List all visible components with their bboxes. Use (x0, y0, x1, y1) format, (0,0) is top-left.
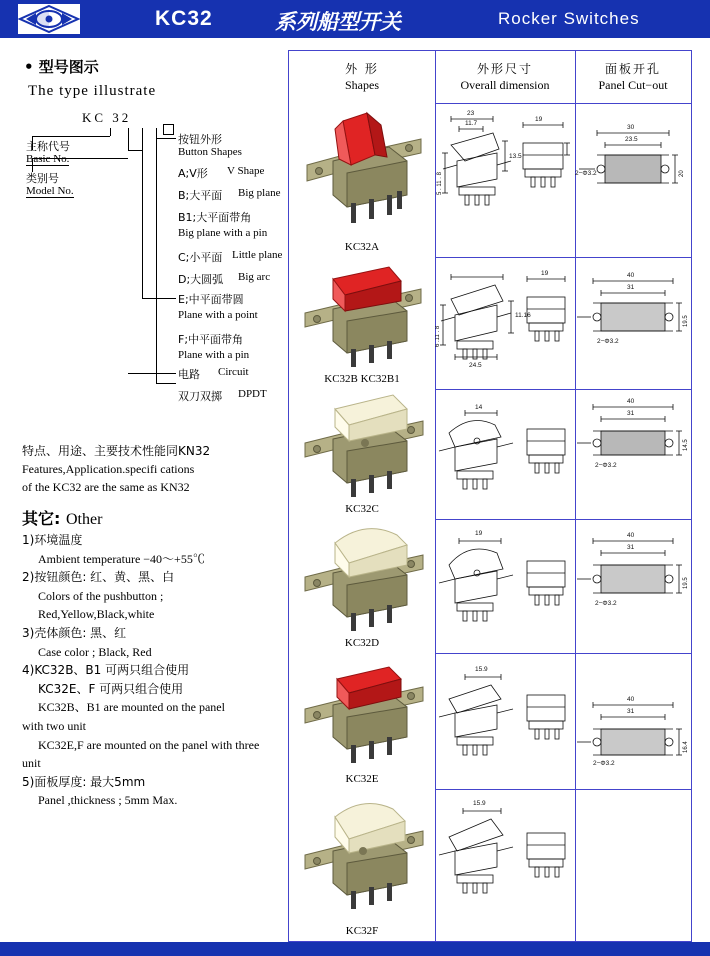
cutout-drawing-kc32f (575, 789, 691, 941)
diagram-branch-label-7-cn: F;中平面带角 (178, 333, 244, 346)
table-row (289, 519, 435, 653)
diagram-tick-3 (128, 150, 142, 151)
diagram-marker-square (163, 124, 174, 135)
item-1-no: 2) (22, 570, 35, 585)
diagram-label-model-cn: 类别号 (26, 172, 59, 185)
cutout-label: 40 (627, 532, 635, 539)
switch-photo-kc32e (289, 653, 435, 769)
type-illustrate-title-cn: • 型号图示 (24, 58, 99, 76)
table-header-cutout (575, 51, 691, 103)
diagram-branch-label-8-en: Circuit (218, 366, 249, 378)
part-name: KC32E (345, 773, 379, 785)
switch-photo-kc32b (289, 257, 435, 369)
diagram-branch-basic (32, 136, 110, 137)
table-header-cutout-en: Panel Cut−out (598, 78, 668, 92)
dimension-drawing-kc32c (435, 389, 575, 519)
dim-label: 11.16 (515, 312, 531, 319)
diagram-stem-3 (142, 128, 143, 298)
header-title-en: Rocker Switches (498, 9, 640, 28)
other-section-title (22, 506, 277, 529)
cutout-label-vertical: 14.5 (683, 439, 689, 451)
table-header-shapes-cn: 外 形 (345, 61, 379, 76)
dimension-drawing-kc32b (435, 257, 575, 389)
diagram-branch-label-2-en: Big plane (238, 187, 281, 199)
dim-label: 19 (535, 116, 543, 123)
item-3-cn2: KC32E、F 可两只组合使用 (38, 681, 184, 696)
other-title-en: Other (65, 511, 103, 528)
diagram-label-basic-en: Basic No. (26, 153, 70, 165)
features-line-cn: 特点、用途、主要技术性能同KN32 (22, 444, 211, 458)
list-item (22, 568, 277, 624)
diagram-tick-5 (156, 383, 176, 384)
table-header-dimension-cn: 外形尺寸 (476, 61, 533, 76)
diagram-stem-1 (110, 128, 111, 136)
cutout-label-vertical: 19.5 (683, 577, 689, 589)
item-2-cn: 壳体颜色: 黑、红 (34, 625, 127, 640)
diagram-code: KC 32 (82, 110, 132, 125)
table-header-shapes-en: Shapes (345, 78, 379, 92)
dim-label: 24.5 (469, 362, 482, 369)
table-header-cutout-cn: 面板开孔 (604, 61, 661, 76)
dim-label-vertical: 5 . 11 . 8 (437, 172, 443, 195)
cutout-label: 23.5 (625, 136, 638, 143)
cutout-label-vertical: 20 (679, 170, 685, 177)
cutout-label-vertical: 16.4 (683, 741, 689, 753)
dim-label: 23 (467, 110, 475, 117)
cutout-label: 40 (627, 398, 635, 405)
cutout-drawing-kc32a (575, 103, 691, 257)
list-item (22, 531, 277, 568)
table-row (289, 389, 435, 519)
item-1-cn: 按钮颜色: 红、黄、黑、白 (34, 570, 175, 585)
item-3-en3: KC32E,F are mounted on the panel with three (38, 737, 260, 752)
table-row (289, 103, 435, 257)
switch-photo-kc32a (289, 103, 435, 237)
diagram-tick-4 (128, 373, 176, 374)
list-item (22, 773, 277, 810)
dim-label: 15.9 (473, 800, 486, 807)
cutout-label: 2−Φ3.2 (595, 600, 617, 607)
dim-label: 14 (475, 404, 483, 411)
cutout-label: 40 (627, 696, 635, 703)
item-1-en: Colors of the pushbutton ; (38, 588, 164, 603)
cutout-label: 2−Φ3.2 (593, 760, 615, 767)
dimension-drawing-kc32a (435, 103, 575, 257)
type-illustrate-title-en: The type illustrate (28, 83, 157, 99)
cutout-label: 31 (627, 410, 635, 417)
cutout-label: 31 (627, 708, 635, 715)
item-4-cn: 面板厚度: 最大5mm (34, 774, 146, 789)
dim-label: 11.7 (465, 120, 478, 127)
diagram-branch-label-3-en: Big plane with a pin (178, 227, 268, 239)
cutout-label-vertical: 19.5 (683, 315, 689, 327)
page-footer-bar (0, 942, 710, 956)
diagram-branch-label-9-cn: 双刀双掷 (178, 390, 222, 403)
item-0-no: 1) (22, 533, 35, 547)
cutout-drawing-kc32d (575, 519, 691, 653)
part-name: KC32F (345, 925, 379, 937)
features-line-en-1: Features,Application.specifi cations (22, 462, 195, 476)
cutout-drawing-kc32b (575, 257, 691, 389)
dimension-drawing-kc32e (435, 653, 575, 789)
item-2-en: Case color ; Black, Red (38, 644, 152, 659)
features-block (22, 442, 277, 496)
left-column (22, 56, 283, 810)
table-row (289, 789, 435, 941)
cutout-label: 31 (627, 284, 635, 291)
model-code-diagram (22, 110, 283, 440)
dim-label-vertical: 6 .11 . 8 (435, 325, 441, 347)
table-header-dimension-en: Overall dimension (460, 78, 550, 92)
item-2-no: 3) (22, 625, 35, 640)
features-line-en-2: of the KC32 are the same as KN32 (22, 480, 190, 494)
diagram-stem-4 (156, 128, 157, 383)
dimension-drawing-kc32d (435, 519, 575, 653)
header-product-code: KC32 (155, 7, 213, 30)
list-item (22, 661, 277, 773)
item-4-en: Panel ,thickness ; 5mm Max. (38, 793, 178, 808)
cutout-drawing-kc32e (575, 653, 691, 789)
switch-photo-kc32f (289, 789, 435, 919)
cutout-label: 2−Φ3.2 (595, 462, 617, 469)
table-row (289, 653, 435, 789)
diagram-branch-label-8-cn: 电路 (178, 368, 200, 381)
part-name: KC32B KC32B1 (324, 373, 400, 385)
diagram-branch-label-0-en: Button Shapes (178, 146, 242, 158)
part-name: KC32D (344, 637, 380, 649)
diagram-tick-1 (156, 138, 176, 139)
diagram-branch-label-5-cn: D;大圆弧 (178, 273, 224, 286)
part-name: KC32C (345, 503, 379, 515)
table-header-shapes (289, 51, 435, 103)
diagram-branch-label-0-cn: 按钮外形 (178, 133, 222, 146)
item-3-no: 4) (22, 663, 35, 678)
cutout-label: 30 (627, 124, 635, 131)
switch-photo-kc32c (289, 389, 435, 499)
cutout-label: 2−Φ3.2 (575, 170, 597, 177)
diagram-branch-label-4-cn: C;小平面 (178, 251, 223, 264)
item-3-en: KC32B、B1 are mounted on the panel (38, 700, 225, 715)
company-diamond-logo (18, 4, 80, 34)
dimension-drawing-kc32f (435, 789, 575, 941)
item-3-cn: KC32B、B1 可两只组合使用 (34, 663, 190, 678)
diagram-branch-label-6-en: Plane with a point (178, 309, 258, 321)
dim-label: 13.5 (509, 153, 522, 160)
diagram-branch-label-2-cn: B;大平面 (178, 189, 223, 202)
table-header-dimension (435, 51, 575, 103)
item-3-en4: unit (22, 756, 41, 771)
item-1-en2: Red,Yellow,Black,white (38, 607, 155, 622)
other-list (22, 531, 277, 810)
diagram-label-basic-cn: 主称代号 (26, 140, 70, 153)
diagram-branch-label-1-cn: A;V形 (178, 167, 208, 180)
diagram-branch-label-6-cn: E;中平面带圆 (178, 293, 244, 306)
diagram-tick-2 (142, 298, 176, 299)
diagram-branch-label-9-en: DPDT (238, 388, 267, 400)
switch-photo-kc32d (289, 519, 435, 633)
part-name: KC32A (344, 241, 380, 253)
diagram-branch-label-5-en: Big arc (238, 271, 271, 283)
item-3-en2: with two unit (22, 718, 87, 733)
list-item (22, 624, 277, 661)
diagram-branch-label-4-en: Little plane (232, 249, 283, 261)
other-title-cn: 其它: (22, 509, 61, 528)
diagram-branch-label-1-en: V Shape (227, 165, 265, 177)
diagram-stem-2 (128, 128, 129, 150)
cutout-label: 40 (627, 272, 635, 279)
cutout-label: 2−Φ3.2 (597, 338, 619, 345)
dim-label: 19 (541, 270, 549, 277)
specification-table (288, 50, 692, 942)
cutout-drawing-kc32c (575, 389, 691, 519)
diagram-branch-label-7-en: Plane with a pin (178, 349, 250, 361)
cutout-label: 31 (627, 544, 635, 551)
dim-label: 15.9 (475, 666, 488, 673)
page-header (0, 0, 710, 38)
header-title-cn: 系列船型开关 (275, 10, 401, 34)
diagram-branch-label-3-cn: B1;大平面带角 (178, 211, 252, 224)
diagram-label-model-en: Model No. (26, 185, 74, 197)
dim-label: 19 (475, 530, 483, 537)
item-0-en: Ambient temperature −40～+55℃ (38, 551, 205, 566)
table-row (289, 257, 435, 389)
item-4-no: 5) (22, 774, 35, 789)
item-0-cn: 环境温度 (34, 533, 83, 547)
